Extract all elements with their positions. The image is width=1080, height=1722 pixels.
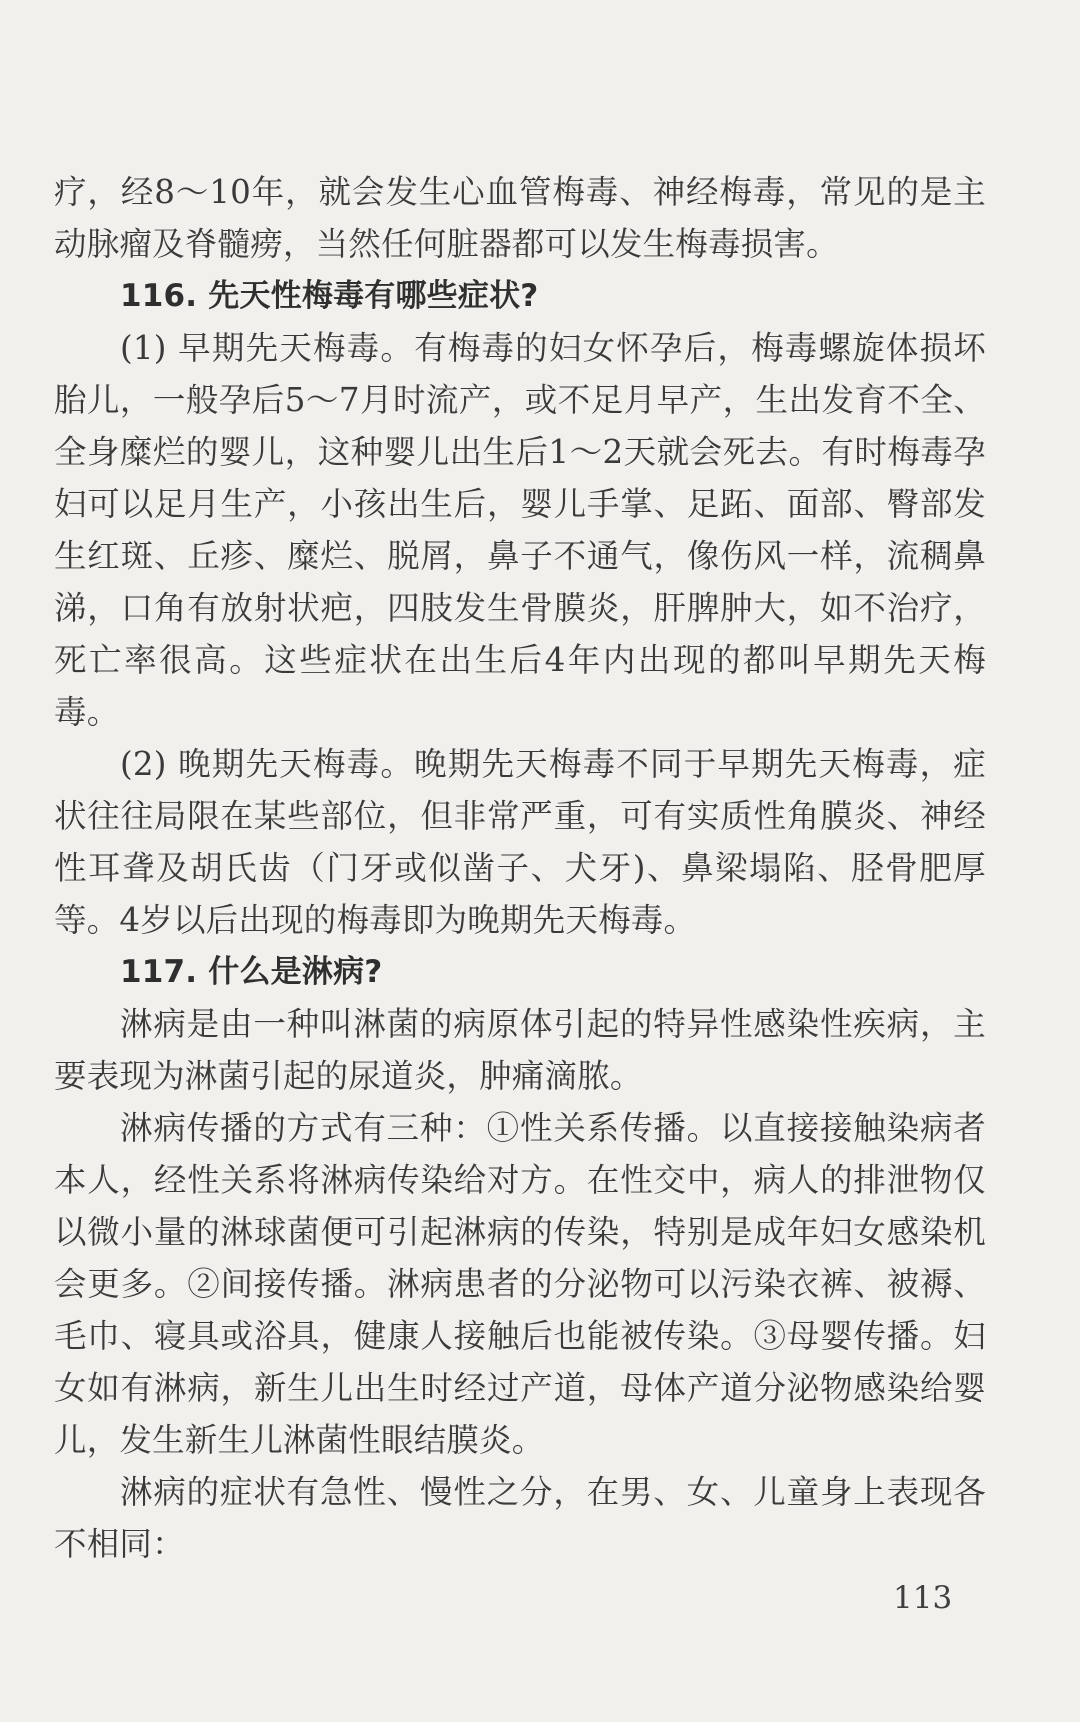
page-number: 113 <box>893 1580 953 1616</box>
paragraph-gonorrhea-definition: 淋病是由一种叫淋菌的病原体引起的特异性感染性疾病，主要表现为淋菌引起的尿道炎，肿痛滴脓。 <box>54 1005 986 1095</box>
paragraph-continuation: 疗，经8～10年，就会发生心血管梅毒、神经梅毒，常见的是主动脉瘤及脊髓痨，当然任何脏器都可以发生梅毒损害。 <box>54 173 986 263</box>
section-heading-117: 117. 什么是淋病? <box>120 954 383 990</box>
paragraph-late-congenital-syphilis: (2) 晚期先天梅毒。晚期先天梅毒不同于早期先天梅毒，症状往往局限在某些部位，但非常严重，可有实质性角膜炎、神经性耳聋及胡氏齿（门牙或似凿子、犬牙)、鼻梁塌陷、胫骨肥厚等。4岁以后出现的梅毒即为晚期先天梅毒。 <box>54 745 986 939</box>
body-text <box>54 166 986 1570</box>
paragraph-early-congenital-syphilis: (1) 早期先天梅毒。有梅毒的妇女怀孕后，梅毒螺旋体损坏胎儿，一般孕后5～7月时流产，或不足月早产，生出发育不全、全身糜烂的婴儿，这种婴儿出生后1～2天就会死去。有时梅毒孕妇可以足月生产，小孩出生后，婴儿手掌、足跖、面部、臀部发生红斑、丘疹、糜烂、脱屑，鼻子不通气，像伤风一样，流稠鼻涕，口角有放射状疤，四肢发生骨膜炎，肝脾肿大，如不治疗，死亡率很高。这些症状在出生后4年内出现的都叫早期先天梅毒。 <box>54 329 986 731</box>
paragraph-gonorrhea-transmission: 淋病传播的方式有三种：①性关系传播。以直接接触染病者本人，经性关系将淋病传染给对方。在性交中，病人的排泄物仅以微小量的淋球菌便可引起淋病的传染，特别是成年妇女感染机会更多。②间接传播。淋病患者的分泌物可以污染衣裤、被褥、毛巾、寝具或浴具，健康人接触后也能被传染。③母婴传播。妇女如有淋病，新生儿出生时经过产道，母体产道分泌物感染给婴儿，发生新生儿淋菌性眼结膜炎。 <box>54 1109 986 1459</box>
paragraph-gonorrhea-symptoms: 淋病的症状有急性、慢性之分，在男、女、儿童身上表现各不相同： <box>54 1473 986 1563</box>
section-heading-116: 116. 先天性梅毒有哪些症状? <box>120 278 539 314</box>
